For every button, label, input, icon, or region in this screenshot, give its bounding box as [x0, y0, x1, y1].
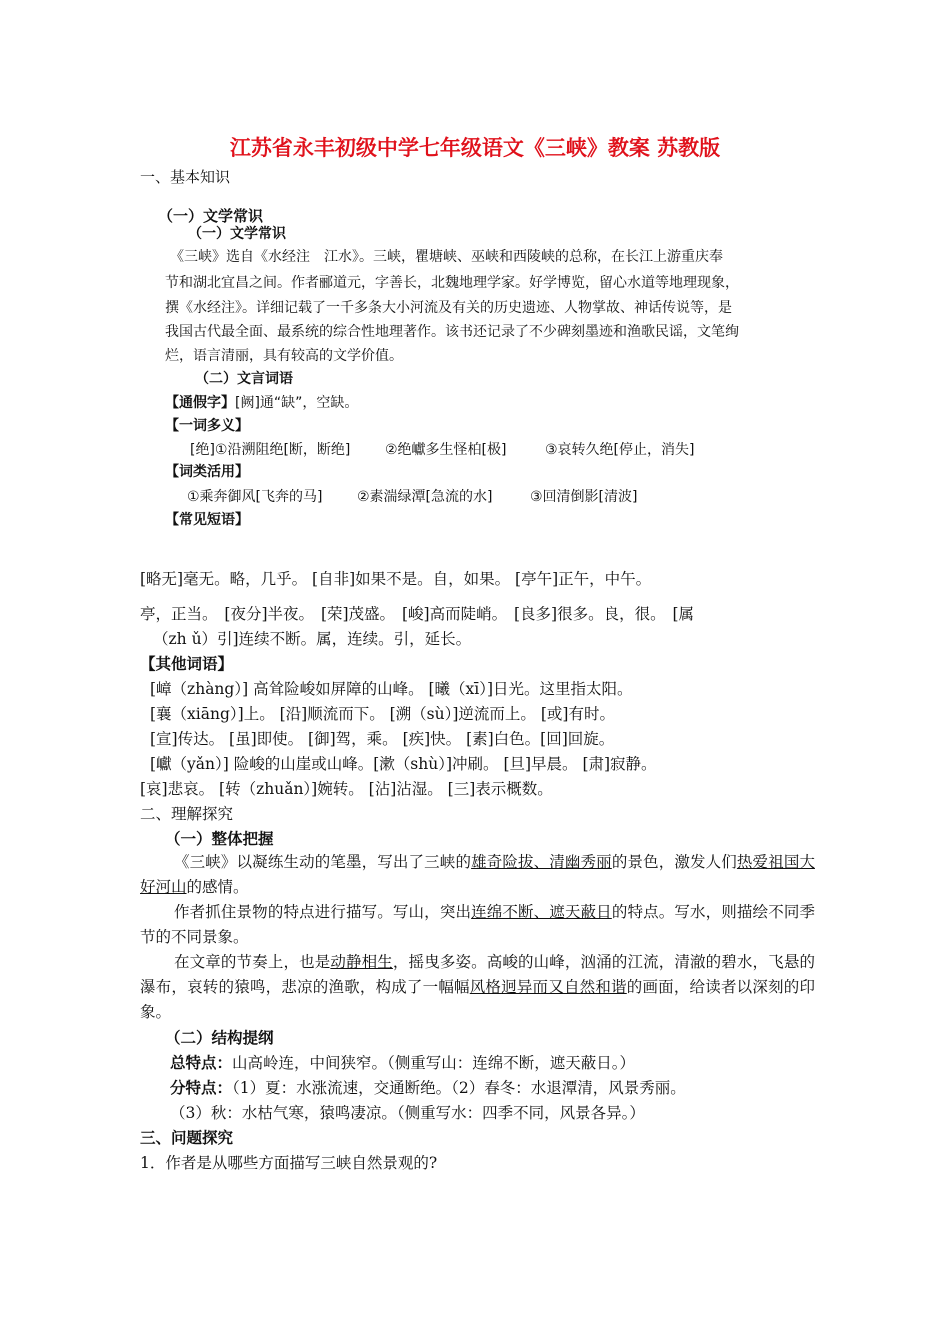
scan-paragraph-line: 节和湖北宜昌之间。作者郦道元，字善长，北魏地理学家。好学博览，留心水道等地理现象， [165, 275, 739, 291]
tongjia-label: 【通假字】 [165, 395, 235, 411]
underlined-phrase: 雄奇险拔、清幽秀丽 [471, 853, 612, 871]
section-heading-questions: 三、问题探究 [140, 1128, 234, 1147]
yici-item: [绝]①沿溯阻绝[断，断绝] [190, 442, 351, 458]
scan-paragraph-line: 烂，语言清丽，具有较高的文学价值。 [165, 348, 403, 364]
structure-parts [170, 1076, 686, 1098]
cilei-item: ③回清倒影[清波] [530, 489, 638, 505]
structure-parts-line2: （3）秋：水枯气寒，猿鸣凄凉。（侧重写水：四季不同，风景各异。） [170, 1104, 645, 1122]
section-heading-understanding: 二、理解探究 [140, 805, 234, 823]
underlined-phrase: 动静相生 [330, 953, 393, 971]
underlined-phrase: 热爱祖国大好河山 [140, 853, 815, 896]
underlined-phrase: 风格迥异而又自然和谐 [469, 978, 627, 996]
cilei-item: ①乘奔御风[飞奔的马] [187, 489, 323, 505]
scan-sub-heading-literature: （一）文学常识 [188, 226, 286, 242]
cilei-item: ②素湍绿潭[急流的水] [357, 489, 493, 505]
structure-total-label: 总特点： [170, 1053, 233, 1072]
structure-total [170, 1051, 635, 1073]
structure-total-text: 山高岭连，中间狭窄。（侧重写山：连绵不断，遮天蔽日。） [232, 1054, 636, 1072]
other-words-line: [襄（xiāng）]上。 [沿]顺流而下。 [溯（sù）]逆流而上。 [或]有时。 [150, 705, 615, 723]
phrase-line: （zh ǔ）引]连续不断。属，连续。引，延长。 [153, 630, 472, 648]
text-run: 的感情。 [186, 878, 249, 896]
other-words-line: [哀]悲哀。 [转（zhuǎn）]婉转。 [沾]沾湿。 [三]表示概数。 [140, 780, 553, 798]
structure-parts-text: （1）夏：水涨流速，交通断绝。（2）春冬：水退潭清，风景秀丽。 [232, 1079, 686, 1097]
tongjia-row [165, 392, 358, 412]
text-run: 的景色，激发人们 [611, 853, 737, 871]
other-words-line: [嶂（zhàng）] 高耸险峻如屏障的山峰。 [曦（xī）]日光。这里指太阳。 [150, 680, 633, 698]
overall-paragraph-3 [140, 950, 815, 1025]
underlined-phrase: 连绵不断、遮天蔽日 [471, 903, 612, 921]
overall-paragraph-1 [140, 850, 815, 900]
subsection-heading-overall: （一）整体把握 [165, 829, 274, 848]
yici-item: ③哀转久绝[停止，消失] [545, 442, 695, 458]
text-run: 的特点。写水，则描绘不同季节的不同景象。 [140, 903, 815, 946]
subsection-heading-literature: （一）文学常识 [158, 207, 264, 225]
tongjia-text: [阙]通“缺”，空缺。 [235, 395, 359, 411]
text-run: 在文章的节奏上，也是 [174, 953, 331, 971]
scan-paragraph-line: 《三峡》选自《水经注 江水》。三峡，瞿塘峡、巫峡和西陵峡的总称，在长江上游重庆奉 [170, 249, 723, 265]
scan-paragraph-line: 我国古代最全面、最系统的综合性地理著作。该书还记录了不少碑刻墨迹和渔歌民谣，文笔绚 [165, 324, 739, 340]
overall-paragraph-2 [140, 900, 815, 950]
subsection-heading-structure: （二）结构提纲 [165, 1028, 274, 1047]
scan-paragraph-line: 撰《水经注》。详细记载了一千多条大小河流及有关的历史遗迹、人物掌故、神话传说等，是 [165, 300, 732, 316]
text-run: 的画面，给读者以深刻的印象。 [140, 978, 815, 1021]
cilei-label: 【词类活用】 [165, 464, 249, 480]
phrase-line: 亭，正当。 [夜分]半夜。 [荣]茂盛。 [峻]高而陡峭。 [良多]很多。良，很。 [属 [140, 605, 695, 623]
scan-sub-heading-classical-words: （二）文言词语 [195, 371, 293, 387]
other-words-line: [巘（yǎn）] 险峻的山崖或山峰。[漱（shù）]冲刷。 [旦]早晨。 [肃]寂静。 [150, 755, 657, 773]
section-heading-basic: 一、基本知识 [140, 168, 231, 186]
other-words-line: [宣]传达。 [虽]即使。 [御]驾，乘。 [疾]快。 [素]白色。[回]回旋。 [150, 730, 615, 748]
question-1: 1．作者是从哪些方面描写三峡自然景观的? [140, 1154, 438, 1172]
yici-label: 【一词多义】 [165, 418, 249, 434]
phrase-line: [略无]毫无。略，几乎。 [自非]如果不是。自，如果。 [亭午]正午，中午。 [140, 570, 652, 588]
text-run: 《三峡》以凝练生动的笔墨，写出了三峡的 [174, 853, 472, 871]
other-words-label: 【其他词语】 [140, 654, 234, 673]
page-title: 江苏省永丰初级中学七年级语文《三峡》教案 苏教版 [229, 136, 721, 160]
changjian-label: 【常见短语】 [165, 512, 249, 528]
text-run: ，摇曳多姿。高峻的山峰，汹涌的江流，清澈的碧水，飞悬的瀑布，哀转的猿鸣，悲凉的渔歌，构成了一幅幅 [140, 953, 815, 996]
text-run: 作者抓住景物的特点进行描写。写山，突出 [174, 903, 472, 921]
structure-parts-label: 分特点： [170, 1078, 233, 1097]
yici-item: ②绝巘多生怪柏[极] [385, 442, 507, 458]
